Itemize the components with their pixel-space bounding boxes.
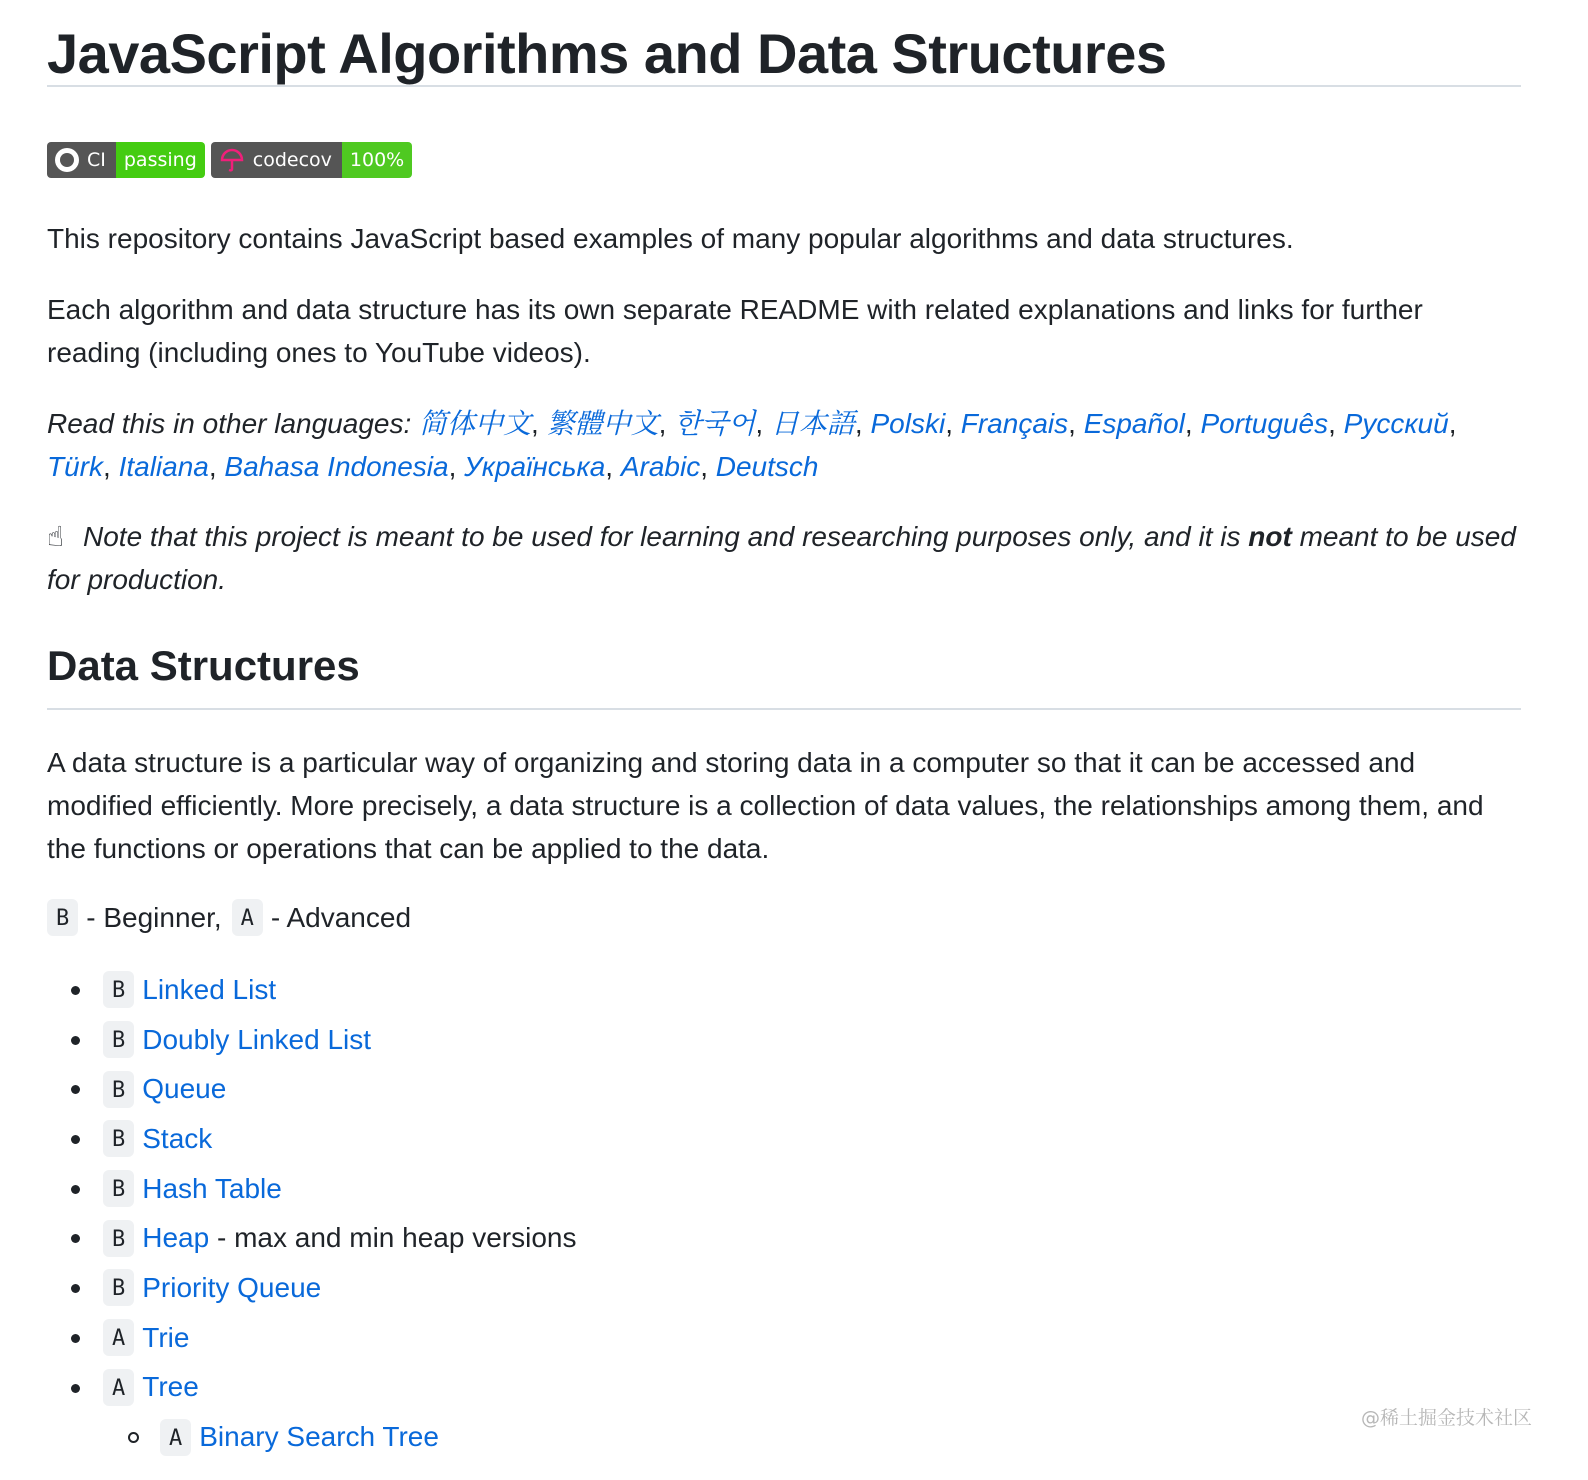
intro-paragraph: This repository contains JavaScript based examples of many popular algorithms and data structures. bbox=[47, 223, 1294, 254]
separator: , bbox=[208, 451, 225, 482]
language-link[interactable]: Arabic bbox=[620, 451, 701, 482]
codecov-badge[interactable] bbox=[211, 142, 412, 178]
section-heading: Data Structures bbox=[47, 645, 1521, 710]
data-structure-link[interactable]: Priority Queue bbox=[142, 1271, 322, 1303]
list-item bbox=[47, 1313, 576, 1363]
data-structure-link[interactable]: Linked List bbox=[142, 973, 277, 1005]
list-item bbox=[47, 965, 576, 1015]
language-link[interactable]: 简体中文 bbox=[419, 408, 532, 439]
languages-line bbox=[47, 402, 1521, 488]
data-structure-link[interactable]: Binary Search Tree bbox=[199, 1421, 439, 1453]
separator: , bbox=[755, 408, 771, 439]
language-link[interactable]: Bahasa Indonesia bbox=[224, 451, 449, 482]
language-link[interactable]: Français bbox=[960, 408, 1069, 439]
item-suffix: - max and min heap versions bbox=[209, 1222, 577, 1254]
separator: , bbox=[1328, 408, 1344, 439]
github-icon bbox=[55, 148, 79, 172]
language-link[interactable]: Polski bbox=[870, 408, 946, 439]
ci-badge-label: CI bbox=[87, 149, 106, 171]
language-link[interactable]: Español bbox=[1083, 408, 1185, 439]
level-code: B bbox=[103, 1071, 134, 1108]
separator: , bbox=[854, 408, 871, 439]
list-item bbox=[47, 1412, 576, 1462]
separator: , bbox=[700, 451, 716, 482]
data-structure-link[interactable]: Heap bbox=[142, 1222, 210, 1254]
language-link[interactable]: 日本語 bbox=[770, 408, 855, 439]
data-structure-link[interactable]: Stack bbox=[142, 1122, 213, 1154]
level-legend bbox=[47, 896, 411, 939]
beginner-text: - Beginner, bbox=[86, 902, 222, 933]
list-item bbox=[47, 1114, 576, 1164]
language-link[interactable]: 한국어 bbox=[674, 408, 756, 439]
list-item bbox=[47, 1363, 576, 1413]
language-link[interactable]: Türk bbox=[47, 451, 103, 482]
level-code: B bbox=[103, 1269, 134, 1306]
language-link[interactable]: 繁體中文 bbox=[546, 408, 659, 439]
pointing-up-icon: ☝ bbox=[47, 521, 65, 552]
data-structure-link[interactable]: Queue bbox=[142, 1073, 227, 1105]
list-item bbox=[47, 1015, 576, 1065]
codecov-badge-label: codecov bbox=[252, 149, 332, 171]
level-code: B bbox=[103, 1120, 134, 1157]
data-structure-link[interactable]: Trie bbox=[142, 1321, 190, 1353]
beginner-code: B bbox=[47, 899, 78, 936]
ci-badge-value: passing bbox=[116, 142, 205, 178]
level-code: B bbox=[103, 1220, 134, 1257]
badges bbox=[47, 142, 412, 178]
list-item bbox=[47, 1064, 576, 1114]
codecov-badge-value: 100% bbox=[342, 142, 412, 178]
advanced-code: A bbox=[232, 899, 263, 936]
data-structure-link[interactable]: Tree bbox=[142, 1371, 199, 1403]
separator: , bbox=[1184, 408, 1201, 439]
list-item bbox=[47, 1213, 576, 1263]
separator: , bbox=[531, 408, 547, 439]
level-code: A bbox=[103, 1319, 134, 1356]
language-link[interactable]: Italiana bbox=[118, 451, 209, 482]
level-code: A bbox=[160, 1419, 191, 1456]
separator: , bbox=[605, 451, 621, 482]
separator: , bbox=[945, 408, 961, 439]
data-structure-link[interactable]: Doubly Linked List bbox=[142, 1023, 372, 1055]
list-item bbox=[47, 1263, 576, 1313]
level-code: B bbox=[103, 971, 134, 1008]
level-code: B bbox=[103, 1170, 134, 1207]
watermark: @稀土掘金技术社区 bbox=[1360, 1407, 1532, 1429]
languages-prefix: Read this in other languages: bbox=[47, 408, 412, 439]
data-structure-link[interactable]: Hash Table bbox=[142, 1172, 282, 1204]
note-text-end: meant to be used for production. bbox=[47, 521, 1516, 595]
language-link[interactable]: Українська bbox=[464, 451, 606, 482]
note-bold: not bbox=[1248, 521, 1292, 552]
language-link[interactable]: Русский bbox=[1343, 408, 1449, 439]
umbrella-icon bbox=[219, 147, 245, 173]
separator: , bbox=[1448, 408, 1457, 439]
language-link[interactable]: Deutsch bbox=[715, 451, 819, 482]
page-title: JavaScript Algorithms and Data Structures bbox=[47, 0, 1521, 87]
separator: , bbox=[658, 408, 675, 439]
separator: , bbox=[103, 451, 119, 482]
level-code: B bbox=[103, 1021, 134, 1058]
list-item bbox=[47, 1164, 576, 1214]
section-description: A data structure is a particular way of organizing and storing data in a computer so that it can be accessed and modified efficiently. More precisely, a data structure is a collection of data values, the relationships among them, and the functions or operations that can be applied to the data. bbox=[47, 747, 1484, 864]
note-paragraph bbox=[47, 515, 1521, 601]
separator: , bbox=[448, 451, 465, 482]
advanced-text: - Advanced bbox=[270, 902, 412, 933]
separator: , bbox=[1068, 408, 1084, 439]
ci-badge[interactable] bbox=[47, 142, 205, 178]
data-structures-list bbox=[47, 965, 576, 1462]
level-code: A bbox=[103, 1369, 134, 1406]
note-text: Note that this project is meant to be used for learning and researching purposes only, and it is bbox=[83, 521, 1241, 552]
readme-paragraph: Each algorithm and data structure has its own separate README with related explanations and links for further reading (including ones to YouTube videos). bbox=[47, 294, 1423, 368]
language-link[interactable]: Português bbox=[1200, 408, 1329, 439]
